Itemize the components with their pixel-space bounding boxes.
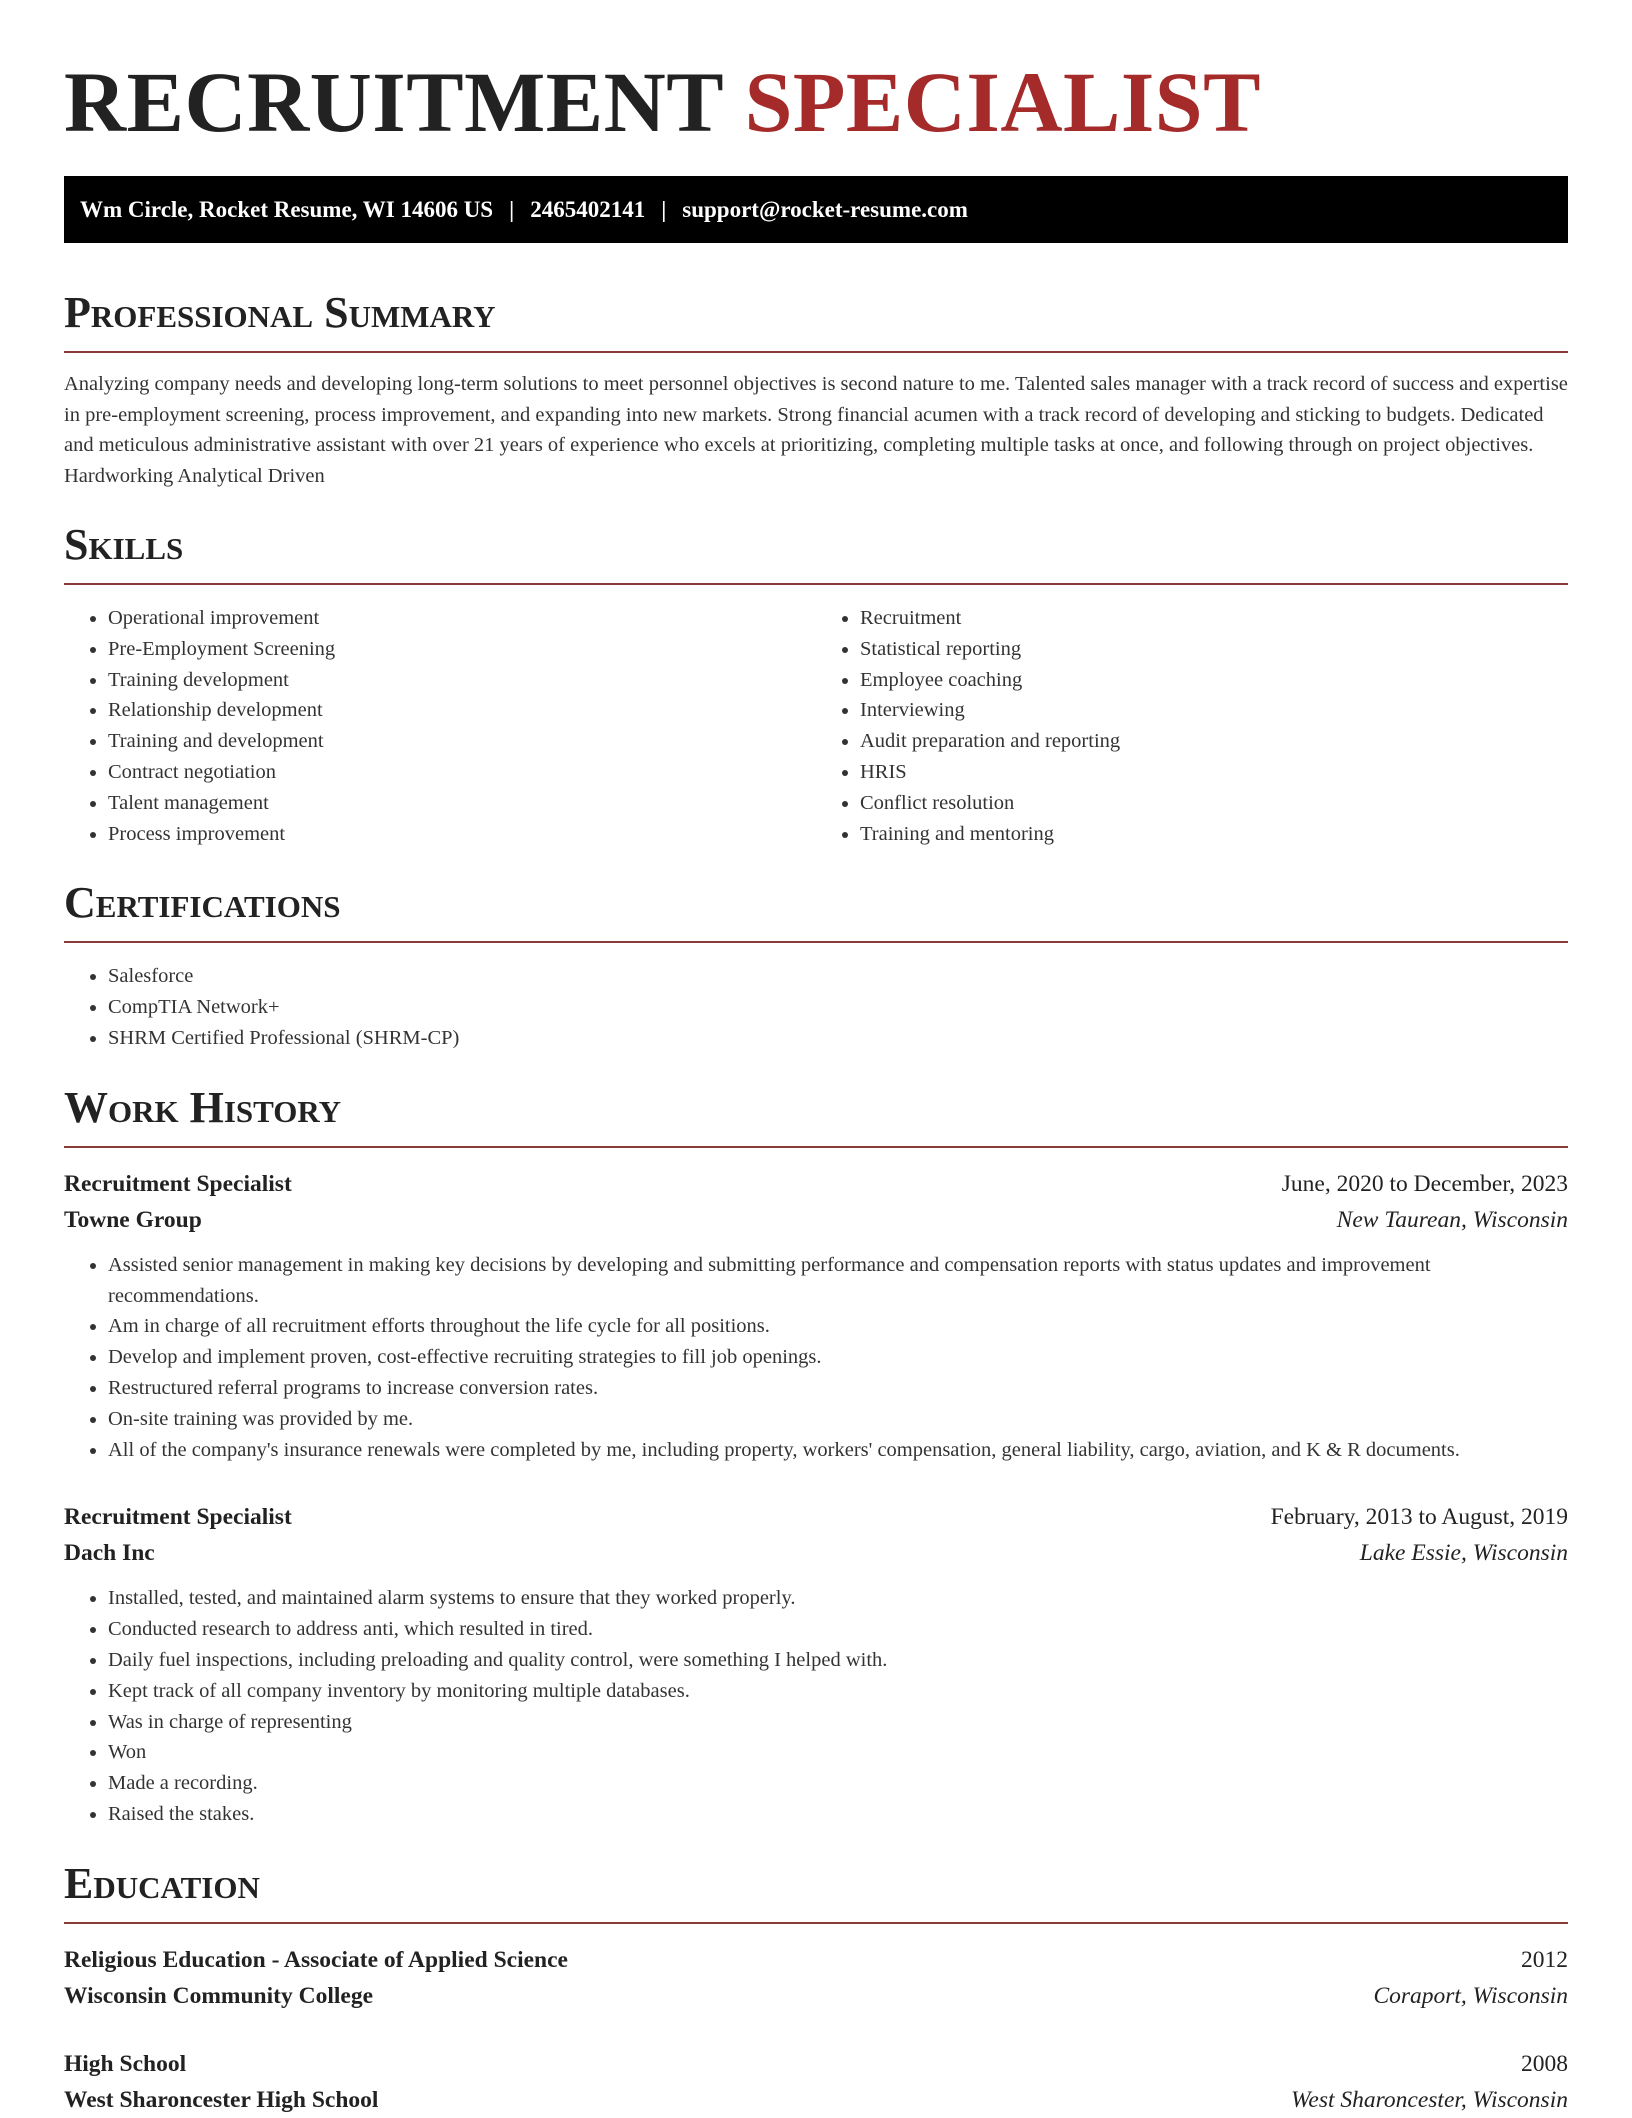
title-first-word: RECRUITMENT [64,54,723,150]
job-title: Recruitment Specialist [64,1170,292,1197]
job-duties-list [64,1250,1568,1466]
section-divider [64,1146,1568,1148]
skill-item: • Operational improvement [108,603,816,634]
skills-list-right [816,603,1568,849]
job-duty: • Develop and implement proven, cost-effective recruiting strategies to fill job openings. [108,1342,1568,1373]
job-duty: • Made a recording. [108,1768,1568,1799]
education-degree-row [64,2046,1568,2082]
job-duties-list [64,1583,1568,1829]
education-school-row [64,1978,1568,2014]
section-divider [64,941,1568,943]
job-duty: • Am in charge of all recruitment efforts throughout the life cycle for all positions. [108,1311,1568,1342]
skills-columns [64,585,1568,849]
job-entry [64,1166,1568,1466]
job-duty: • Raised the stakes. [108,1799,1568,1830]
skill-item: • Statistical reporting [860,634,1568,665]
summary-heading: Professional Summary [64,288,496,337]
job-duty: • Conducted research to address anti, which resulted in tired. [108,1614,1568,1645]
education-degree: Religious Education - Associate of Applied Science [64,1946,568,1973]
skill-item: • Recruitment [860,603,1568,634]
contact-bar [64,176,1568,243]
job-duty: • Kept track of all company inventory by monitoring multiple databases. [108,1676,1568,1707]
skill-item: • Interviewing [860,695,1568,726]
skill-item: • Training and development [108,726,816,757]
skill-item: • Training development [108,665,816,696]
education-year: 2008 [1521,2050,1568,2077]
job-entry [64,1499,1568,1829]
contact-phone: 2465402141 [530,196,646,222]
job-dates: June, 2020 to December, 2023 [1281,1170,1568,1197]
skill-item: • Talent management [108,788,816,819]
certification-item: • CompTIA Network+ [108,992,1568,1023]
skill-item: • Pre-Employment Screening [108,634,816,665]
job-duty: • Restructured referral programs to increase conversion rates. [108,1373,1568,1404]
skill-item: • Training and mentoring [860,819,1568,850]
job-dates: February, 2013 to August, 2019 [1270,1504,1568,1531]
job-duty: • Daily fuel inspections, including preloading and quality control, were something I helped with. [108,1645,1568,1676]
education-year: 2012 [1521,1946,1568,1973]
skill-item: • Employee coaching [860,665,1568,696]
education-heading: Education [64,1858,260,1908]
job-company: Towne Group [64,1206,202,1233]
education-location: West Sharoncester, Wisconsin [1291,2086,1568,2113]
job-title-row [64,1166,1568,1202]
certifications-heading: Certifications [64,878,341,928]
skill-item: • Relationship development [108,695,816,726]
contact-email: support@rocket-resume.com [682,196,968,222]
contact-separator: | [661,196,667,222]
job-duty: • Assisted senior management in making key decisions by developing and submitting performance and compensation reports with status updates and improvement recommendations. [108,1250,1568,1312]
skill-item: • Contract negotiation [108,757,816,788]
education-school: West Sharoncester High School [64,2086,379,2113]
job-title-row [64,1499,1568,1535]
job-title: Recruitment Specialist [64,1504,292,1531]
education-location: Coraport, Wisconsin [1373,1982,1568,2009]
certification-item: • SHRM Certified Professional (SHRM-CP) [108,1023,1568,1054]
job-company-row [64,1535,1568,1571]
education-degree: High School [64,2050,187,2077]
title-second-word: SPECIALIST [744,54,1261,150]
job-company-row [64,1202,1568,1238]
skill-item: • Process improvement [108,819,816,850]
contact-separator: | [509,196,515,222]
job-duty: • Was in charge of representing [108,1707,1568,1738]
contact-address: Wm Circle, Rocket Resume, WI 14606 US [80,196,494,222]
skill-item: • HRIS [860,757,1568,788]
job-location: New Taurean, Wisconsin [1336,1206,1568,1233]
job-location: Lake Essie, Wisconsin [1359,1540,1568,1567]
certification-item: • Salesforce [108,961,1568,992]
job-duty: • All of the company's insurance renewals were completed by me, including property, workers' compensation, general liability, cargo, aviation, and K & R documents. [108,1435,1568,1466]
job-duty: • Won [108,1737,1568,1768]
education-degree-row [64,1942,1568,1978]
certifications-list [64,961,1568,1053]
education-entry [64,2046,1568,2118]
job-duty: • On-site training was provided by me. [108,1404,1568,1435]
job-duty: • Installed, tested, and maintained alarm systems to ensure that they worked properly. [108,1583,1568,1614]
education-entry [64,1942,1568,2014]
resume-title [64,52,1568,152]
skills-list-left [64,603,816,849]
skills-heading: Skills [64,520,184,569]
education-school-row [64,2082,1568,2118]
job-company: Dach Inc [64,1540,155,1567]
summary-text: Analyzing company needs and developing long-term solutions to meet personnel objectives is second nature to me. Talented sales manager with a track record of success and expertise in pre-employment screening, process improvement, and expanding into new markets. Strong financial acumen with a track record of developing and sticking to budgets. Dedicated and meticulous administrative assistant with over 21 years of experience who excels at prioritizing, completing multiple tasks at once, and following through on project objectives. Hardworking Analytical Driven [64,373,1568,487]
section-divider [64,351,1568,353]
education-school: Wisconsin Community College [64,1982,373,2009]
skill-item: • Audit preparation and reporting [860,726,1568,757]
section-divider [64,1922,1568,1924]
skill-item: • Conflict resolution [860,788,1568,819]
work-history-heading: Work History [64,1082,342,1132]
